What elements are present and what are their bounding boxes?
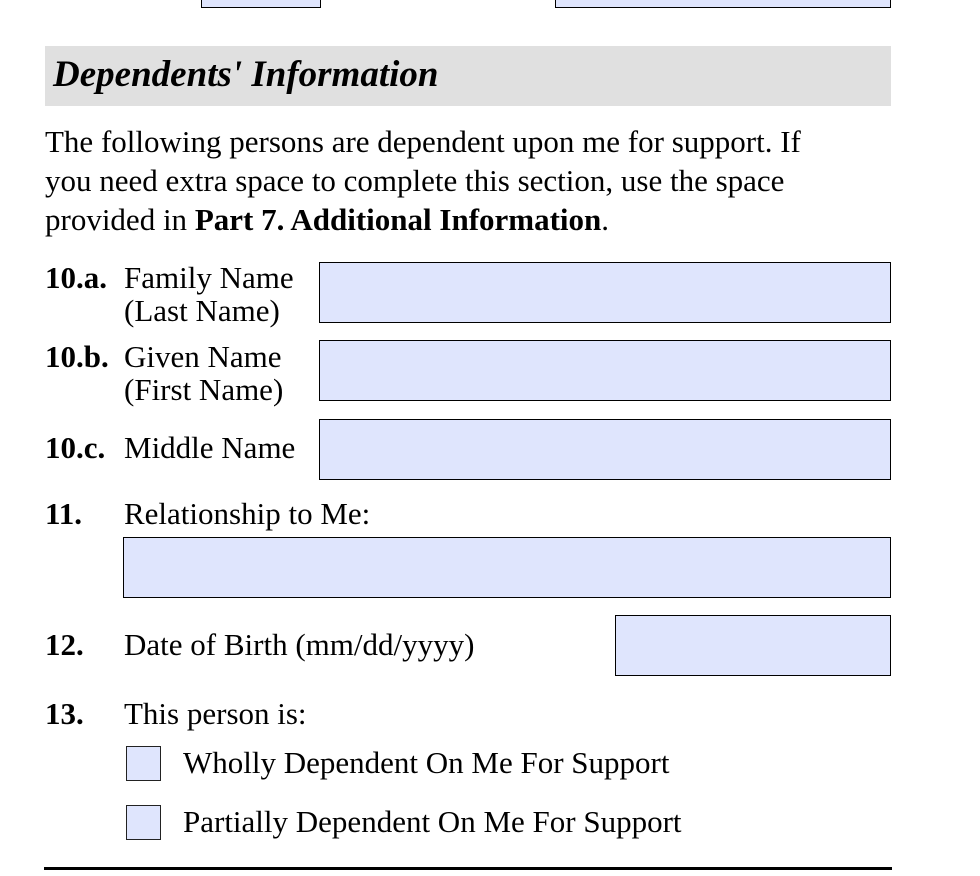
instructions-prefix: provided in xyxy=(45,202,195,237)
section-divider xyxy=(44,867,892,870)
instructions-suffix: . xyxy=(601,202,610,237)
instructions-line-3 xyxy=(45,200,905,239)
instructions-line-2: you need extra space to complete this section, use the space xyxy=(45,163,785,198)
instructions-line-1: The following persons are dependent upon me for support. If xyxy=(45,124,801,159)
wholly-dependent-checkbox[interactable] xyxy=(126,746,161,781)
given-name-label: Given Name xyxy=(124,339,282,374)
partially-dependent-label: Partially Dependent On Me For Support xyxy=(183,804,682,839)
section-title: Dependents' Information xyxy=(53,54,439,95)
partially-dependent-checkbox[interactable] xyxy=(126,805,161,840)
section-instructions xyxy=(45,122,905,239)
previous-field-right[interactable] xyxy=(555,0,891,8)
item-number-10b: 10.b. xyxy=(45,339,109,374)
middle-name-label: Middle Name xyxy=(124,430,296,465)
given-name-input[interactable] xyxy=(319,340,891,401)
family-name-label: Family Name xyxy=(124,260,294,295)
item-number-12: 12. xyxy=(45,627,84,662)
item-number-13: 13. xyxy=(45,696,84,731)
family-name-sublabel: (Last Name) xyxy=(124,293,280,328)
given-name-sublabel: (First Name) xyxy=(124,372,284,407)
date-of-birth-label: Date of Birth (mm/dd/yyyy) xyxy=(124,627,475,662)
family-name-input[interactable] xyxy=(319,262,891,323)
wholly-dependent-label: Wholly Dependent On Me For Support xyxy=(183,745,670,780)
item-number-10c: 10.c. xyxy=(45,430,106,465)
item-number-11: 11. xyxy=(45,496,83,531)
date-of-birth-input[interactable] xyxy=(615,615,891,676)
relationship-label: Relationship to Me: xyxy=(124,496,371,531)
item-number-10a: 10.a. xyxy=(45,260,107,295)
relationship-input[interactable] xyxy=(123,537,891,598)
part-7-reference: Part 7. Additional Information xyxy=(194,202,602,237)
dependency-label: This person is: xyxy=(124,696,307,731)
previous-field-left[interactable] xyxy=(201,0,321,8)
middle-name-input[interactable] xyxy=(319,419,891,480)
